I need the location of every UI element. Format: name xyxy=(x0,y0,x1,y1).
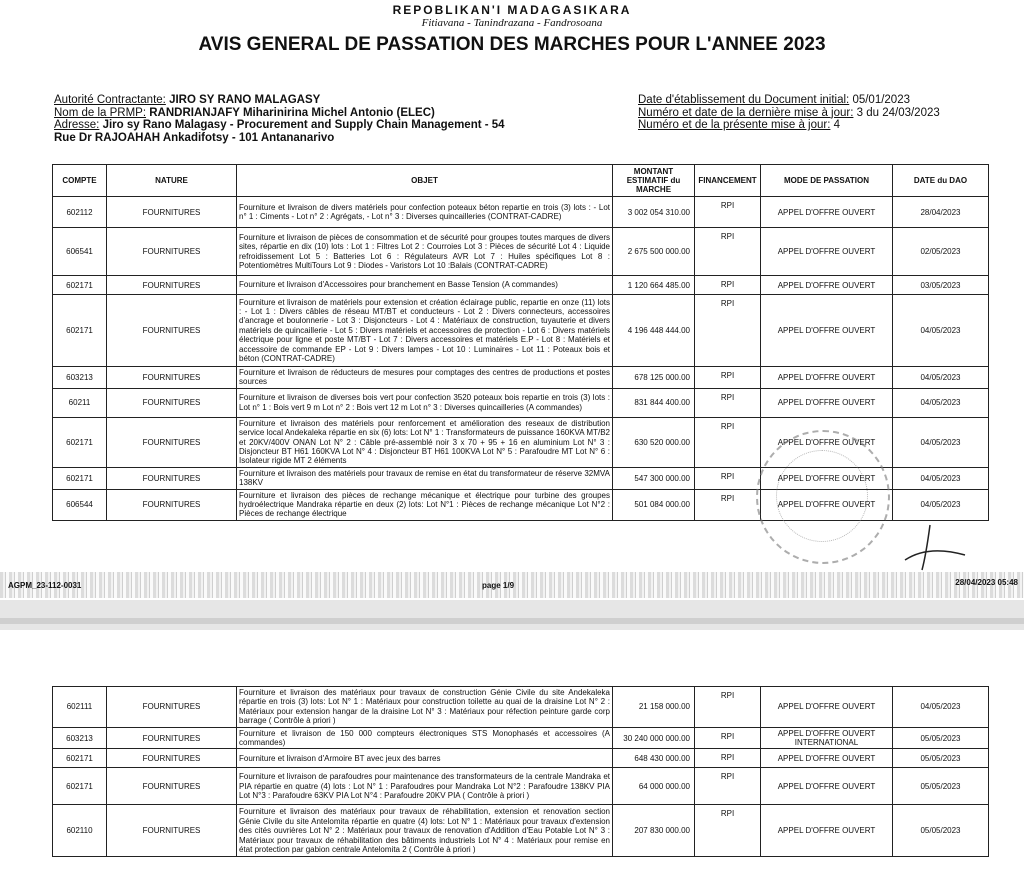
compte-cell: 602171 xyxy=(53,295,107,367)
nature-cell: FOURNITURES xyxy=(107,197,237,228)
financement-cell: RPI xyxy=(695,489,761,520)
adresse-value-2: Rue Dr RAJOAHAH Ankadifotsy - 101 Antananarivo xyxy=(54,131,335,144)
objet-cell: Fourniture et livraison des matériels pour renforcement et amélioration des reseaux de distribution service local Andekaleka répartie en six (6) lots: Lot N° 1 : Transformateurs de puissance 160KVA MT/B2 et 20KV/400V ONAN Lot N° 2 : Câble pré-assemblé noir 3 x 70 + 95 + 16 en aluminium Lot N° 3 : Disjoncteur BT H61 160KVA Lot N° 4 : Disjoncteur BT H61 100KVA Lot N° 5 : Parafoudre MT Lot N° 6 : Isolateur rigide MT 2 éléments xyxy=(237,417,613,467)
footer-timestamp: 28/04/2023 05:48 xyxy=(955,578,1018,587)
objet-cell: Fourniture et livraison des pièces de rechange mécanique et électrique pour turbine des groupes hydroélectrique Mandraka répartie en deux (2) lots: Lot N°1 : Pièces de rechange mécanique Lot N°2 : Pièces de rechange électrique xyxy=(237,489,613,520)
mode-cell: APPEL D'OFFRE OUVERT xyxy=(761,417,893,467)
mode-cell: APPEL D'OFFRE OUVERT xyxy=(761,749,893,768)
objet-cell: Fourniture et livraison des matériaux pour travaux de construction Génie Civile du site Andekaleka répartie en trois (3) lots: Lot N° 1 : Matériaux pour construction toilette au quai de la draisine Lot N° 2 : Matériaux pour extension hangar de la draisine Lot N° 3 : Matériaux pour réfection peinture garde corp barrage ( Contrôle à priori ) xyxy=(237,687,613,728)
table-row xyxy=(53,388,989,417)
financement-cell: RPI xyxy=(695,295,761,367)
table-row xyxy=(53,749,989,768)
objet-cell: Fourniture et livraison des matériaux pour travaux de réhabilitation, extension et renovation section Génie Civile du site Antelomita répartie en quatre (4) lots: Lot N° 1 : Matériaux pour travaux d'extension des cités ouvrières Lot N° 2 : Matériaux pour travaux de renovation d'Addition d'Eau Potable Lot N° 3 : Matériaux pour travaux de réhabilitation des bâtiments industriels Lot N° 4 : Matériaux pour remise en état protection par gabion centrale Antelomita 2 ( Contrôle à priori ) xyxy=(237,805,613,857)
page-separator-line xyxy=(0,618,1024,624)
date-cell: 04/05/2023 xyxy=(893,467,989,489)
nature-cell: FOURNITURES xyxy=(107,367,237,389)
compte-cell: 602111 xyxy=(53,687,107,728)
nature-cell: FOURNITURES xyxy=(107,805,237,857)
header-mode: MODE DE PASSATION xyxy=(761,165,893,197)
financement-cell: RPI xyxy=(695,749,761,768)
table-row xyxy=(53,197,989,228)
objet-cell: Fourniture et livraison de parafoudres pour maintenance des transformateurs de la centrale Mandraka et PIA répartie en quatre (4) lots : Lot N° 1 : Parafoudres pour Mandraka Lot N°2 : Parafoudre 138KV PIA Lot N°3 : Parafoudre 63KV PIA Lot N°4 : Parafoudre 20KV PIA ( Contrôle à priori ) xyxy=(237,768,613,805)
nature-cell: FOURNITURES xyxy=(107,489,237,520)
date-value: 05/01/2023 xyxy=(852,94,910,106)
header-financement: FINANCEMENT xyxy=(695,165,761,197)
compte-cell: 602171 xyxy=(53,749,107,768)
montant-cell: 831 844 400.00 xyxy=(613,388,695,417)
nature-cell: FOURNITURES xyxy=(107,417,237,467)
montant-cell: 501 084 000.00 xyxy=(613,489,695,520)
objet-cell: Fourniture et livraison de diverses bois vert pour confection 3520 poteaux bois repartie en trois (3) lots : Lot n° 1 : Bois vert 9 m Lot n° 2 : Bois vert 12 m Lot n° 3 : Diverses quincailleries (A commandes) xyxy=(237,388,613,417)
montant-cell: 648 430 000.00 xyxy=(613,749,695,768)
objet-cell: Fourniture et livraison des matériels pour travaux de remise en état du transformateur de réserve 32MVA 138KV xyxy=(237,467,613,489)
compte-cell: 603213 xyxy=(53,727,107,749)
mode-cell: APPEL D'OFFRE OUVERT xyxy=(761,805,893,857)
financement-cell: RPI xyxy=(695,417,761,467)
header-date: DATE du DAO xyxy=(893,165,989,197)
table-row xyxy=(53,727,989,749)
objet-cell: Fourniture et livraison de réducteurs de mesures pour comptages des centres de productions et postes sources xyxy=(237,367,613,389)
mode-cell: APPEL D'OFFRE OUVERT xyxy=(761,467,893,489)
autorite-value: JIRO SY RANO MALAGASY xyxy=(169,94,321,106)
mode-cell: APPEL D'OFFRE OUVERT xyxy=(761,687,893,728)
nature-cell: FOURNITURES xyxy=(107,295,237,367)
financement-cell: RPI xyxy=(695,367,761,389)
compte-cell: 60211 xyxy=(53,388,107,417)
header-objet: OBJET xyxy=(237,165,613,197)
mode-cell: APPEL D'OFFRE OUVERT xyxy=(761,295,893,367)
financement-cell: RPI xyxy=(695,687,761,728)
date-cell: 04/05/2023 xyxy=(893,489,989,520)
footer-reference: AGPM_23-112-0031 xyxy=(8,581,82,590)
contracting-authority-info xyxy=(54,94,505,144)
financement-cell: RPI xyxy=(695,805,761,857)
objet-cell: Fourniture et livraison de divers matériels pour confection poteaux béton repartie en trois (3) lots : - Lot n° 1 : Ciments - Lot n° 2 : Agrégats, - Lot n° 3 : Diverses quincailleries (CONTRAT-CADRE) xyxy=(237,197,613,228)
compte-cell: 606541 xyxy=(53,228,107,276)
table-row xyxy=(53,295,989,367)
compte-cell: 603213 xyxy=(53,367,107,389)
date-cell: 04/05/2023 xyxy=(893,417,989,467)
montant-cell: 2 675 500 000.00 xyxy=(613,228,695,276)
date-cell: 03/05/2023 xyxy=(893,276,989,295)
table-row xyxy=(53,805,989,857)
financement-cell: RPI xyxy=(695,768,761,805)
header-nature: NATURE xyxy=(107,165,237,197)
prmp-label: Nom de la PRMP: xyxy=(54,106,147,119)
derniere-value: 3 du 24/03/2023 xyxy=(856,106,940,119)
table-row xyxy=(53,228,989,276)
national-motto: Fitiavana - Tanindrazana - Fandrosoana xyxy=(421,17,603,29)
mode-cell: APPEL D'OFFRE OUVERT INTERNATIONAL xyxy=(761,727,893,749)
header-compte: COMPTE xyxy=(53,165,107,197)
document-page-2 xyxy=(0,630,1024,869)
adresse-label: Adresse: xyxy=(54,119,100,131)
prmp-value: RANDRIANJAFY Miharinirina Michel Antonio (ELEC) xyxy=(149,106,435,119)
objet-cell: Fourniture et livraison de matériels pour extension et création éclairage public, repartie en onze (11) lots : - Lot 1 : Divers câbles de réseau MT/BT et conducteurs - Lot 2 : Divers connecteurs, accessoires d'ancrage et boulonnerie - Lot 3 : Disjoncteurs - Lot 4 : Matériaux de construction, tuyauterie et divers matériels de quincaillerie - Lot 5 : Divers matériels et accessoires de protection - Lot 6 : Divers matériels électrique pour ligne et poste MT/BT - Lot 7 : Divers accessoires et matériels E.P - Lot 8 : Matériels et accessoire de commande EP - Lot 9 : Divers lampes - Lot 10 : Luminaires - Lot 11 : Poteaux bois et béton (CONTRAT-CADRE) xyxy=(237,295,613,367)
mode-cell: APPEL D'OFFRE OUVERT xyxy=(761,388,893,417)
date-cell: 02/05/2023 xyxy=(893,228,989,276)
financement-cell: RPI xyxy=(695,388,761,417)
page-separator xyxy=(0,600,1024,630)
nature-cell: FOURNITURES xyxy=(107,388,237,417)
header-montant: MONTANT ESTIMATIF du MARCHE xyxy=(613,165,695,197)
montant-cell: 630 520 000.00 xyxy=(613,417,695,467)
objet-cell: Fourniture et livraison de pièces de consommation et de sécurité pour groupes toutes marques de divers sites, répartie en dix (10) lots : Lot 1 : Filtres Lot 2 : Courroies Lot 3 : Pièces de sécurité Lot 4 : Liquide refroidissement Lot 5 : Batteries Lot 6 : Régulateurs AVR Lot 7 : Huiles spécifiques Lot 8 : Potentiomètres MultiTours Lot 9 : Diodes - Varistors Lot 10 :Balais (CONTRAT-CADRE) xyxy=(237,228,613,276)
table-row xyxy=(53,768,989,805)
compte-cell: 602110 xyxy=(53,805,107,857)
table-header-row xyxy=(53,165,989,197)
derniere-label: Numéro et date de la dernière mise à jour: xyxy=(638,106,854,119)
table-row xyxy=(53,276,989,295)
date-cell: 28/04/2023 xyxy=(893,197,989,228)
nature-cell: FOURNITURES xyxy=(107,727,237,749)
mode-cell: APPEL D'OFFRE OUVERT xyxy=(761,228,893,276)
mode-cell: APPEL D'OFFRE OUVERT xyxy=(761,367,893,389)
nature-cell: FOURNITURES xyxy=(107,768,237,805)
procurement-table-page-2 xyxy=(52,686,989,857)
document-dates-info xyxy=(638,94,940,132)
signature-mark xyxy=(900,520,970,580)
date-cell: 05/05/2023 xyxy=(893,805,989,857)
financement-cell: RPI xyxy=(695,276,761,295)
date-cell: 05/05/2023 xyxy=(893,749,989,768)
mode-cell: APPEL D'OFFRE OUVERT xyxy=(761,276,893,295)
mode-cell: APPEL D'OFFRE OUVERT xyxy=(761,197,893,228)
montant-cell: 30 240 000 000.00 xyxy=(613,727,695,749)
financement-cell: RPI xyxy=(695,467,761,489)
mode-cell: APPEL D'OFFRE OUVERT xyxy=(761,489,893,520)
date-cell: 05/05/2023 xyxy=(893,768,989,805)
table-row xyxy=(53,367,989,389)
nature-cell: FOURNITURES xyxy=(107,276,237,295)
montant-cell: 64 000 000.00 xyxy=(613,768,695,805)
montant-cell: 21 158 000.00 xyxy=(613,687,695,728)
montant-cell: 678 125 000.00 xyxy=(613,367,695,389)
compte-cell: 602171 xyxy=(53,417,107,467)
official-stamp xyxy=(756,430,890,564)
date-cell: 05/05/2023 xyxy=(893,727,989,749)
document-title: AVIS GENERAL DE PASSATION DES MARCHES POUR L'ANNEE 2023 xyxy=(198,34,826,55)
montant-cell: 547 300 000.00 xyxy=(613,467,695,489)
nature-cell: FOURNITURES xyxy=(107,228,237,276)
montant-cell: 4 196 448 444.00 xyxy=(613,295,695,367)
compte-cell: 602112 xyxy=(53,197,107,228)
date-cell: 04/05/2023 xyxy=(893,367,989,389)
table-row xyxy=(53,687,989,728)
compte-cell: 606544 xyxy=(53,489,107,520)
date-label: Date d'établissement du Document initial: xyxy=(638,94,850,106)
objet-cell: Fourniture et livraison d'Armoire BT avec jeux des barres xyxy=(237,749,613,768)
compte-cell: 602171 xyxy=(53,768,107,805)
nature-cell: FOURNITURES xyxy=(107,687,237,728)
compte-cell: 602171 xyxy=(53,467,107,489)
date-cell: 04/05/2023 xyxy=(893,295,989,367)
financement-cell: RPI xyxy=(695,197,761,228)
presente-label: Numéro et de la présente mise à jour: xyxy=(638,119,831,131)
compte-cell: 602171 xyxy=(53,276,107,295)
presente-value: 4 xyxy=(833,119,841,131)
date-cell: 04/05/2023 xyxy=(893,388,989,417)
republic-heading: REPOBLIKAN'I MADAGASIKARA xyxy=(392,3,632,17)
montant-cell: 207 830 000.00 xyxy=(613,805,695,857)
financement-cell: RPI xyxy=(695,228,761,276)
date-cell: 04/05/2023 xyxy=(893,687,989,728)
objet-cell: Fourniture et livraison d'Accessoires pour branchement en Basse Tension (A commandes) xyxy=(237,276,613,295)
footer-page-number: page 1/9 xyxy=(482,581,515,590)
montant-cell: 1 120 664 485.00 xyxy=(613,276,695,295)
financement-cell: RPI xyxy=(695,727,761,749)
montant-cell: 3 002 054 310.00 xyxy=(613,197,695,228)
autorite-label: Autorité Contractante: xyxy=(54,94,166,106)
adresse-value-1: Jiro sy Rano Malagasy - Procurement and Supply Chain Management - 54 xyxy=(102,119,505,131)
objet-cell: Fourniture et livraison de 150 000 compteurs électroniques STS Monophasés et accessoires (A commandes) xyxy=(237,727,613,749)
nature-cell: FOURNITURES xyxy=(107,749,237,768)
mode-cell: APPEL D'OFFRE OUVERT xyxy=(761,768,893,805)
nature-cell: FOURNITURES xyxy=(107,467,237,489)
